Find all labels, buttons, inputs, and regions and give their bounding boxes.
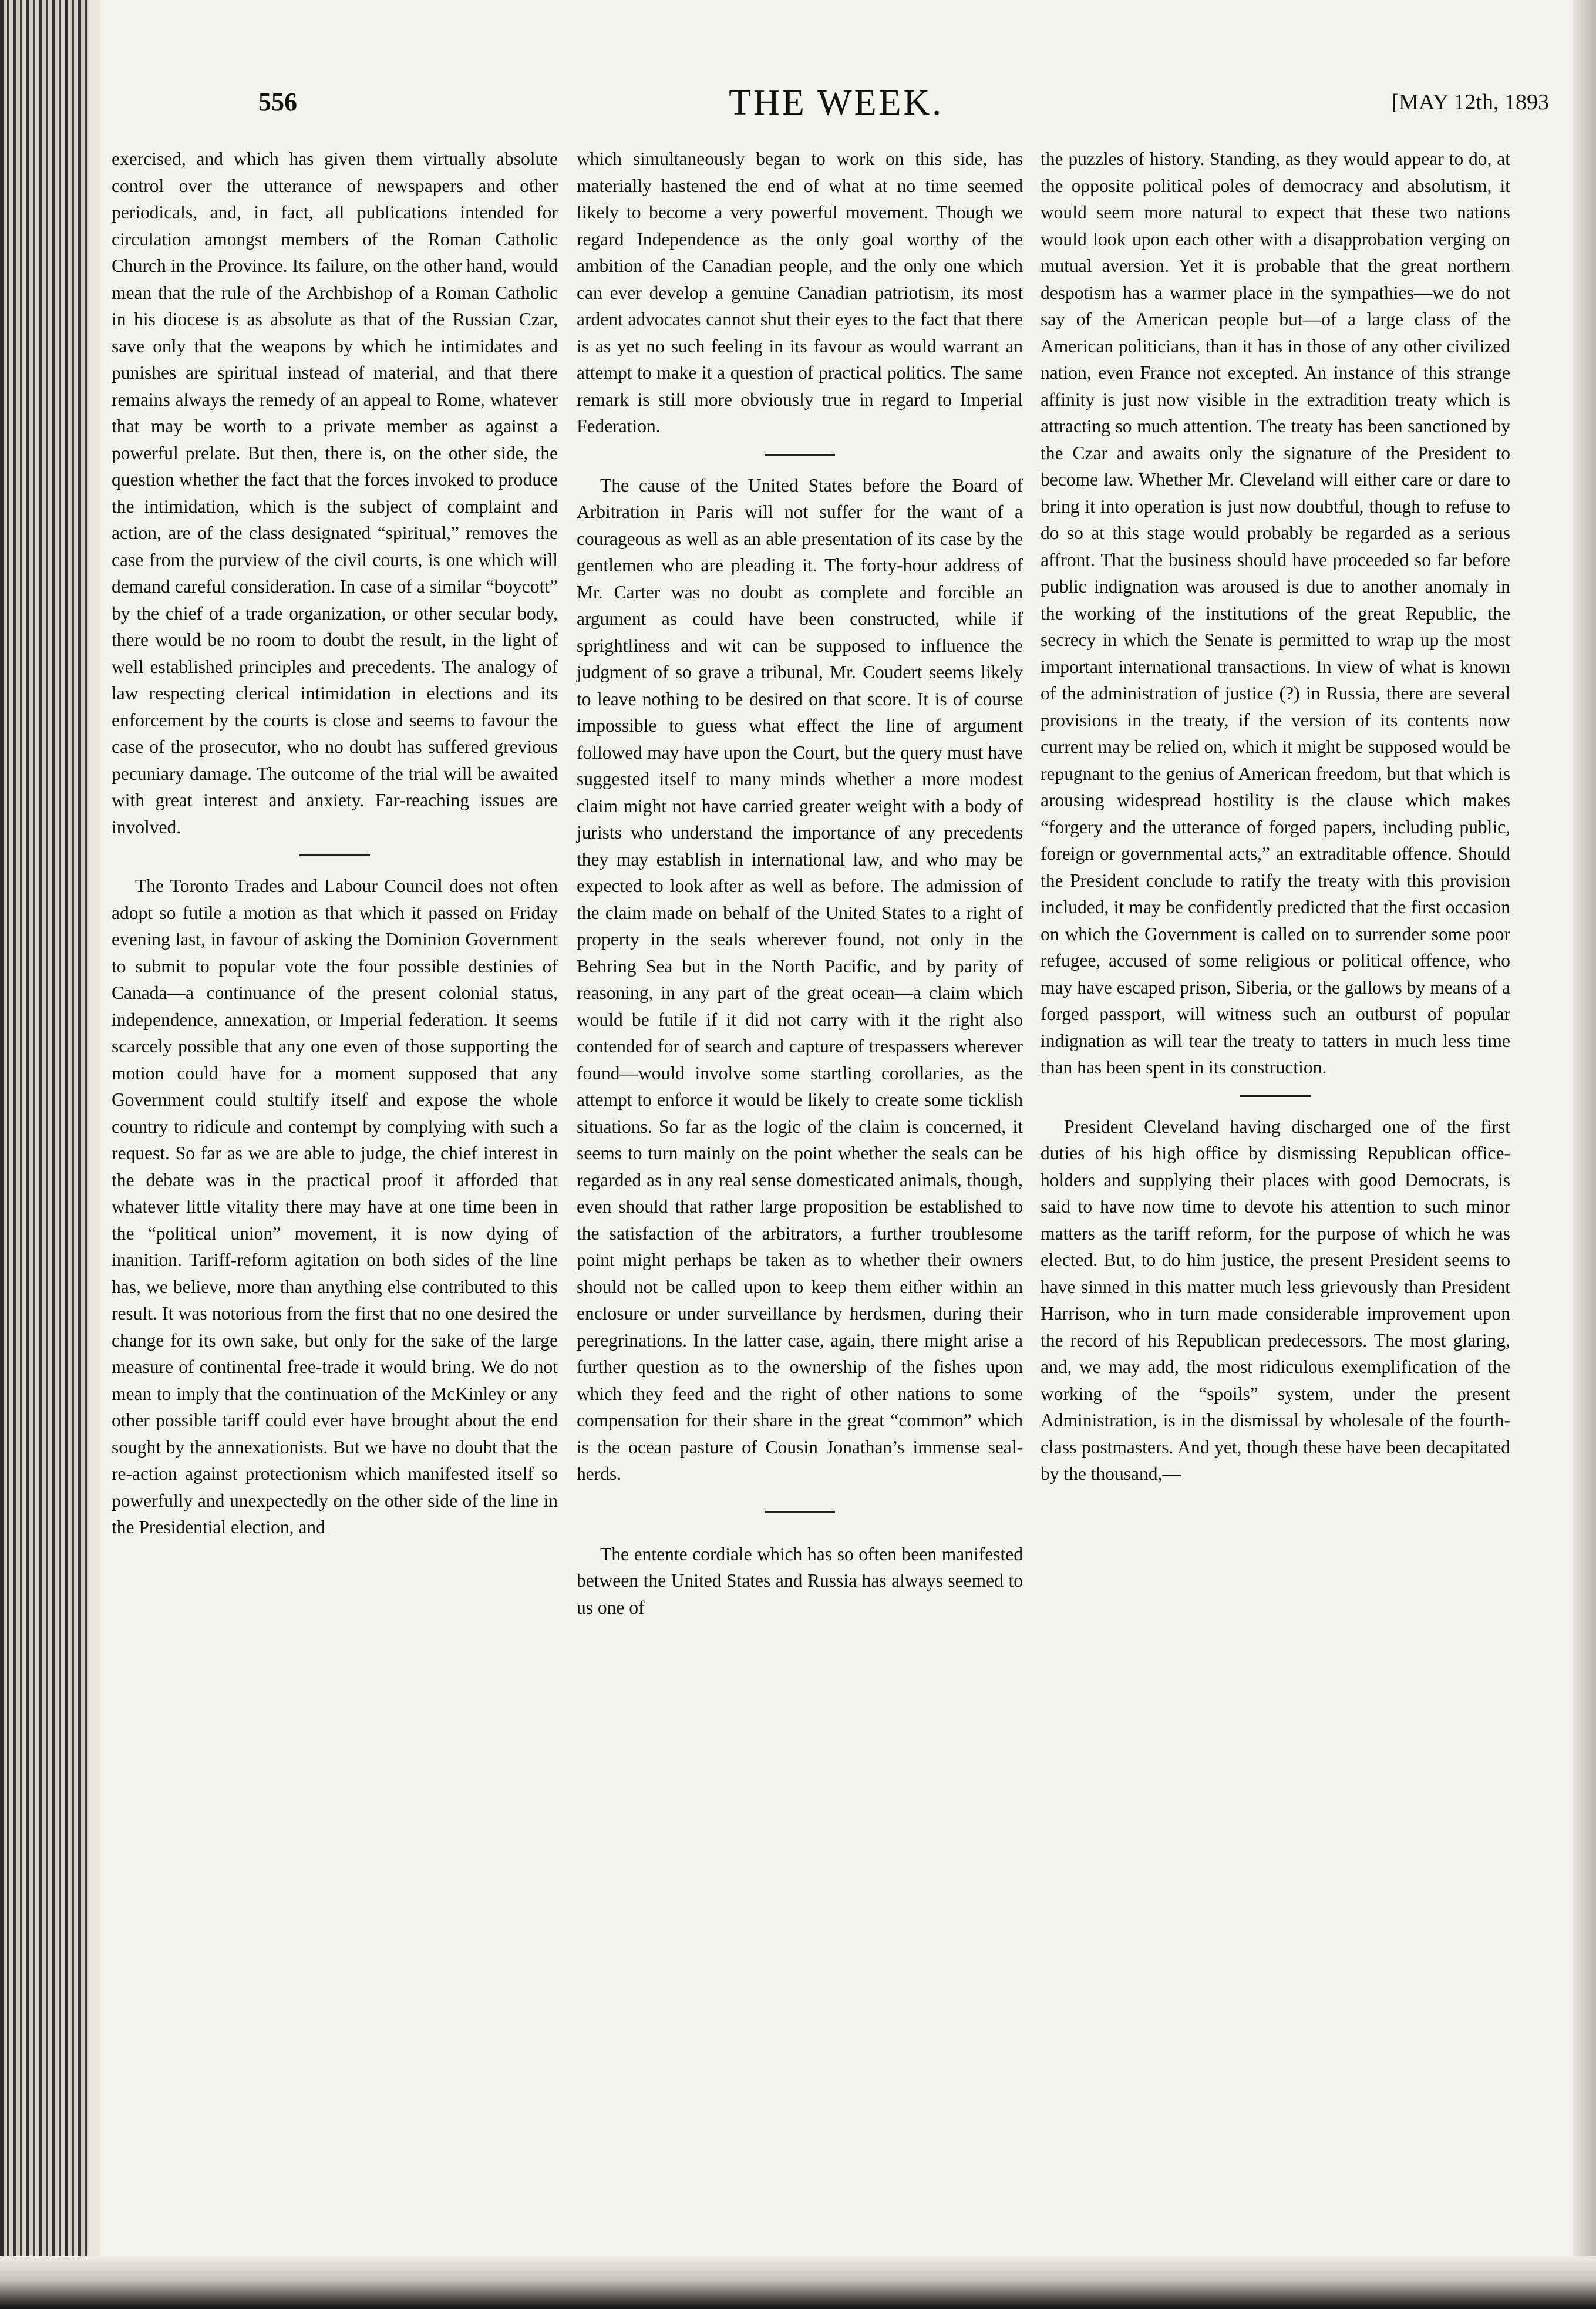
column-2-paragraph-3: The entente cordiale which has so often been manifested between the United States and Russia has always seemed to us one of <box>577 1543 1023 1618</box>
section-divider <box>1240 1095 1311 1097</box>
section-divider <box>299 854 370 856</box>
page-number: 556 <box>258 87 297 116</box>
page-bottom-edge <box>0 2256 1596 2309</box>
book-binding-edge <box>0 0 88 2309</box>
column-1 <box>112 146 558 1541</box>
column-3 <box>1041 146 1510 1487</box>
column-1-paragraph-1: exercised, and which has given them virtually absolute control over the utterance of newspapers and other periodicals, and, in fact, all publications intended for circulation amongst members of the Roman Catholic Church in the Province. Its failure, on the other hand, would mean that the rule of the Archbishop of a Roman Catholic in his diocese is as absolute as that of the Russian Czar, save only that the weapons by which he intimidates and punishes are spiritual instead of material, and that there remains always the remedy of an appeal to Rome, whatever that may be worth to a private member as against a powerful prelate. But then, there is, on the other side, the question whether the fact that the forces invoked to produce the intimidation, which is the subject of complaint and action, are of the class designated “spiritual,” removes the case from the purview of the civil courts, is one which will demand careful consideration. In case of a similar “boycott” by the chief of a trade organization, or other secular body, there would be no room to doubt the result, in the light of well established principles and precedents. The analogy of law respecting clerical intimidation in elections and its enforcement by the courts is close and seems to favour the case of the prosecutor, who no doubt has suffered grevious pecuniary damage. The outcome of the trial will be awaited with great interest and anxiety. Far-reaching issues are involved. <box>112 149 558 837</box>
issue-date: [MAY 12th, 1893 <box>1391 90 1549 115</box>
column-2-paragraph-2: The cause of the United States before the Board of Arbitration in Paris will not suffer for the want of a courageous as well as an able presentation of its case by the gentlemen who are pleading it. The forty-hour address of Mr. Carter was no doubt as complete and forcible an argument as could have been constructed, while if sprightliness and wit can be supposed to influence the judgment of so grave a tribunal, Mr. Coudert seems likely to leave nothing to be desired on that score. It is of course impossible to guess what effect the line of argument followed may have upon the Court, but the query must have suggested itself to many minds whether a more modest claim might not have carried greater weight with a body of jurists who understand the importance of any precedents they may establish in international law, and who may be expected to look after as well as before. The admission of the claim made on behalf of the United States to a right of property in the seals wherever found, not only in the Behring Sea but in the North Pacific, and by parity of reasoning, in any part of the great ocean—a claim which would be futile if it did not carry with it the right also contended for of search and capture of trespassers wherever found—would involve some startling corollaries, as the attempt to enforce it would be likely to create some ticklish situations. So far as the logic of the claim is concerned, it seems to turn mainly on the point whether the seals can be regarded as in any real sense domesticated animals, though, even should that rather large proposition be established to the satisfaction of the arbitrators, a further troublesome point might perhaps be taken as to whether their owners should not be called upon to keep them either within an enclosure or under surveillance by herdsmen, during their peregrinations. In the latter case, again, there might arise a further question as to the ownership of the fishes upon which they feed and the right of other nations to some compensation for their share in the great “common” which is the ocean pasture of Cousin Jonathan’s immense seal-herds. <box>577 474 1023 1484</box>
column-2 <box>577 146 1023 1621</box>
column-2-paragraph-1: which simultaneously began to work on this side, has materially hastened the end of what at no time seemed likely to become a very powerful movement. Though we regard Independence as the only goal worthy of the ambition of the Canadian people, and the only one which can ever develop a genuine Canadian patriotism, its most ardent advocates cannot shut their eyes to the fact that there is as yet no such feeling in its favour as would warrant an attempt to make it a question of practical politics. The same remark is still more obviously true in regard to Imperial Federation. <box>577 149 1023 436</box>
page-right-edge <box>1573 0 1596 2309</box>
section-divider <box>765 454 835 456</box>
column-1-paragraph-2: The Toronto Trades and Labour Council does not often adopt so futile a motion as that which it passed on Friday evening last, in favour of asking the Dominion Government to submit to popular vote the four possible destinies of Canada—a continuance of the present colonial status, independence, annexation, or Imperial federation. It seems scarcely possible that any one even of those supporting the motion could have for a moment supposed that any Government could stultify itself and expose the whole country to ridicule and contempt by complying with such a request. So far as we are able to judge, the chief interest in the debate was in the practical proof it afforded that whatever little vitality there may have at one time been in the “political union” movement, it is now dying of inanition. Tariff-reform agitation on both sides of the line has, we believe, more than anything else contributed to this result. It was notorious from the first that no one desired the change for its own sake, but only for the sake of the large measure of continental free-trade it would bring. We do not mean to imply that the continuation of the McKinley or any other possible tariff could ever have brought about the end sought by the annexationists. But we have no doubt that the re-action against protectionism which manifested itself so powerfully and unexpectedly on the other side of the line in the Presidential election, and <box>112 876 558 1537</box>
section-divider <box>765 1511 835 1513</box>
column-3-paragraph-1: the puzzles of history. Standing, as they would appear to do, at the opposite political poles of democracy and absolutism, it would seem more natural to expect that these two nations would look upon each other with a disapprobation verging on mutual aversion. Yet it is probable that the great northern despotism has a warmer place in the sympathies—we do not say of the American people but—of a large class of the American politicians, than it has in those of any other civilized nation, even France not excepted. An instance of this strange affinity is just now visible in the extradition treaty which is attracting so much attention. The treaty has been sanctioned by the Czar and awaits only the signature of the President to become law. Whether Mr. Cleveland will either care or dare to bring it into operation is just now doubtful, though to refuse to do so at this stage would probably be regarded as a serious affront. That the business should have proceeded so far before public indignation was aroused is due to another anomaly in the working of the institutions of the great Republic, the secrecy in which the Senate is permitted to wrap up the most important international transactions. In view of what is known of the administration of justice (?) in Russia, there are several provisions in the treaty, if the version of its contents now current may be relied on, which it might be supposed would be repugnant to the genius of American freedom, but that which is arousing widespread hostility is the clause which makes “forgery and the utterance of forged papers, including public, foreign or governmental acts,” an extraditable offence. Should the President conclude to ratify the treaty with this provision included, it may be confidently predicted that the first occasion on which the Government is called on to surrender some poor refugee, accused of some religious or political offence, who may have escaped prison, Siberia, or the gallows by means of a forged passport, will witness such an outburst of popular indignation as will tear the treaty to tatters in much less time than has been spent in its construction. <box>1041 149 1510 1078</box>
column-3-paragraph-2: President Cleveland having discharged one of the first duties of his high office by dismissing Republican office-holders and supplying their places with good Democrats, is said to have now time to devote his attention to such minor matters as the tariff reform, for the purpose of which he was elected. But, to do him justice, the present President seems to have sinned in this matter much less grievously than President Harrison, who in turn made considerable improvement upon the record of his Republican predecessors. The most glaring, and, we may add, the most ridiculous exemplification of the working of the “spoils” system, under the present Administration, is in the dismissal by wholesale of the fourth-class postmasters. And yet, though these have been decapitated by the thousand,— <box>1041 1116 1510 1484</box>
journal-title: THE WEEK. <box>729 83 944 123</box>
running-head <box>100 82 1573 129</box>
